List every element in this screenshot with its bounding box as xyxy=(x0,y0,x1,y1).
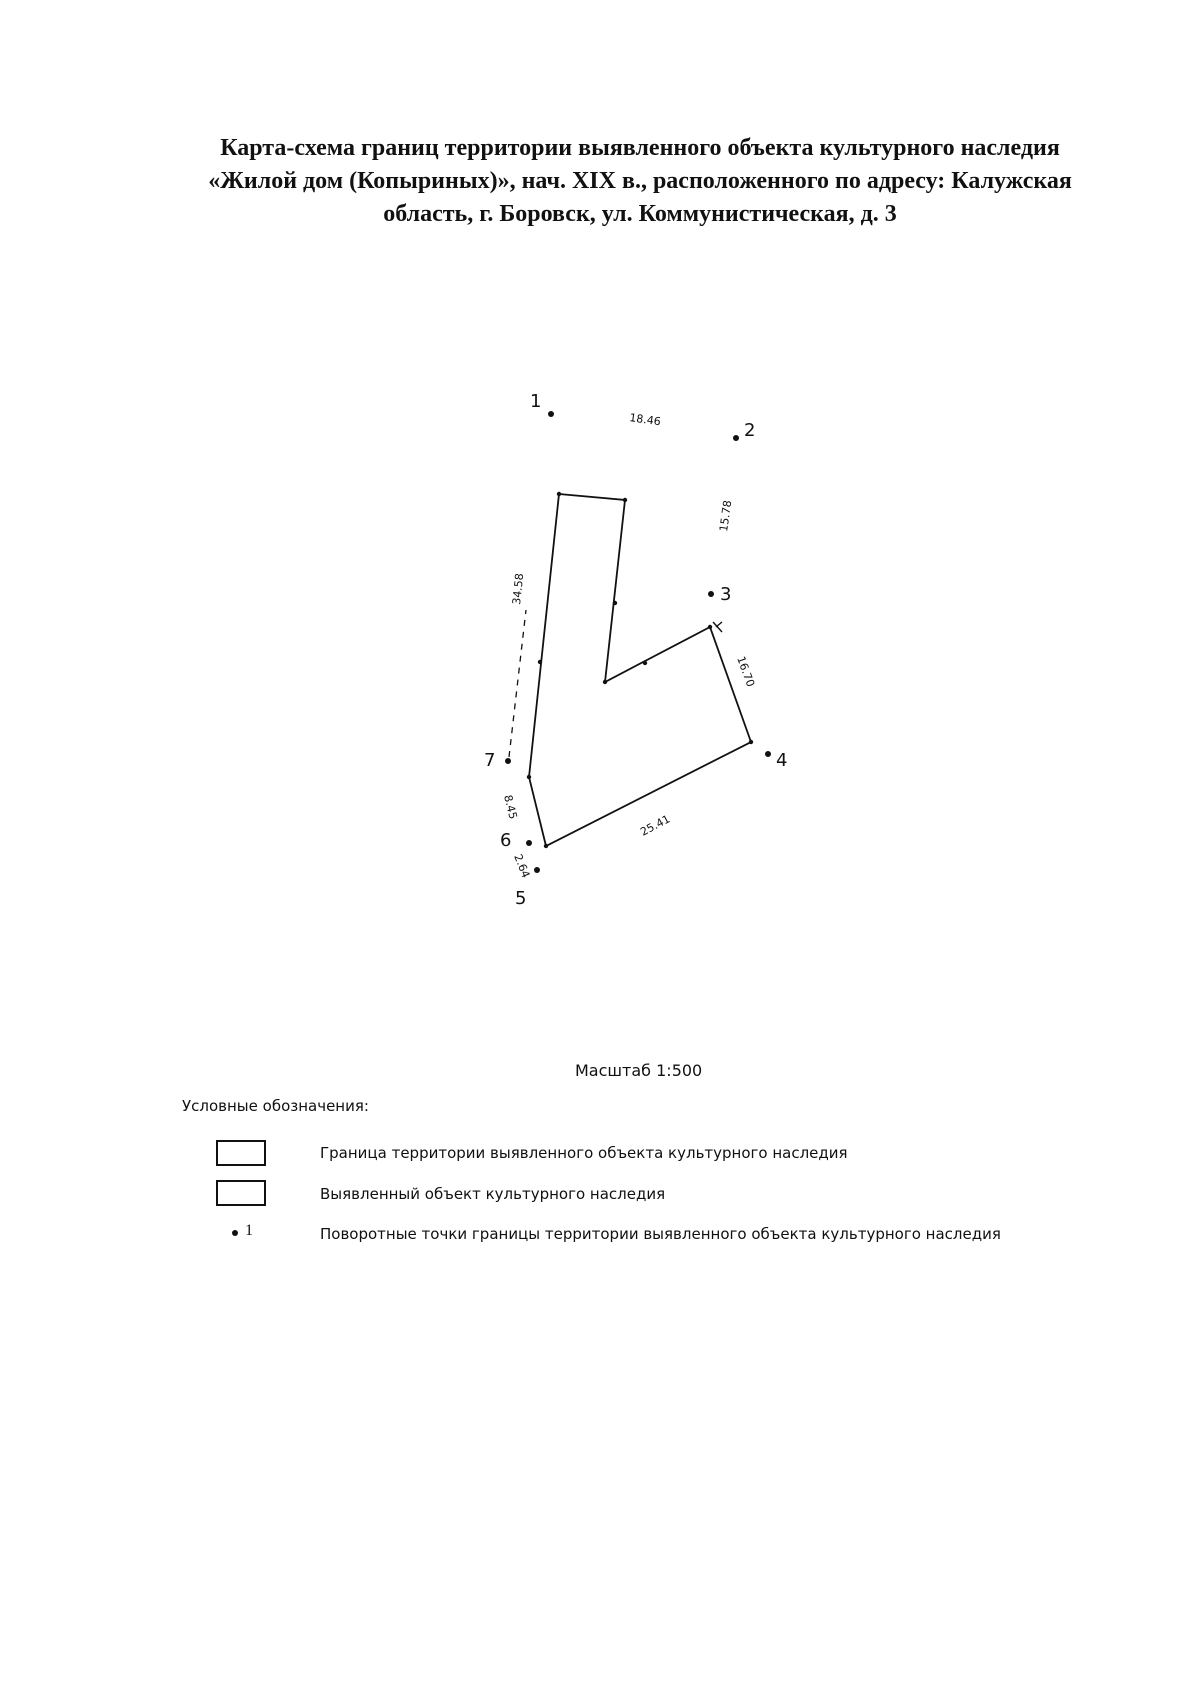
segment-length-6-7: 8.45 xyxy=(501,793,520,821)
legend-boundary-symbol xyxy=(216,1140,266,1166)
turning-point-3 xyxy=(708,591,714,597)
segment-length-7-1: 34.58 xyxy=(510,572,527,606)
point-label-1: 1 xyxy=(530,391,542,412)
point-label-3: 3 xyxy=(720,584,732,605)
turning-points xyxy=(505,411,771,873)
segment-length-4-5: 25.41 xyxy=(638,812,673,839)
legend-boundary-label: Граница территории выявленного объекта культурного наследия xyxy=(320,1144,848,1162)
turning-point-7 xyxy=(505,758,511,764)
legend-heading: Условные обозначения: xyxy=(182,1097,369,1115)
boundary-side-dashed xyxy=(509,610,526,757)
legend-item-turning-point xyxy=(0,1222,1200,1252)
turning-point-4 xyxy=(765,751,771,757)
corner-tick xyxy=(713,622,722,632)
turning-point-6 xyxy=(526,840,532,846)
legend-point-dot-icon xyxy=(232,1230,238,1236)
segment-length-5-6: 2.64 xyxy=(511,852,533,880)
title-line-1: Карта-схема границ территории выявленного объекта культурного наследия xyxy=(220,135,1060,161)
segment-length-2-3: 15.78 xyxy=(717,499,735,533)
title-line-3: область, г. Боровск, ул. Коммунистическая, д. 3 xyxy=(383,201,897,227)
outline-vertex-marks xyxy=(527,492,753,848)
turning-point-2 xyxy=(733,435,739,441)
point-label-7: 7 xyxy=(484,750,496,771)
legend-item-boundary xyxy=(0,1140,1200,1170)
legend-item-object xyxy=(0,1180,1200,1210)
point-label-2: 2 xyxy=(744,420,756,441)
scale-label: Масштаб 1:500 xyxy=(575,1061,703,1080)
point-label-6: 6 xyxy=(500,830,512,851)
turning-point-1 xyxy=(548,411,554,417)
point-label-4: 4 xyxy=(776,750,788,771)
heritage-object-outline xyxy=(529,494,751,846)
legend-point-number: 1 xyxy=(245,1222,253,1239)
legend-object-label: Выявленный объект культурного наследия xyxy=(320,1185,666,1203)
turning-point-5 xyxy=(534,867,540,873)
legend-object-symbol xyxy=(216,1180,266,1206)
legend-point-label: Поворотные точки границы территории выявленного объекта культурного наследия xyxy=(320,1225,1001,1243)
segment-length-3-4: 16.70 xyxy=(734,654,758,689)
point-label-5: 5 xyxy=(515,888,527,909)
title-line-2: «Жилой дом (Копыриных)», нач. XIX в., расположенного по адресу: Калужская xyxy=(208,168,1072,194)
segment-length-1-2: 18.46 xyxy=(628,411,662,429)
